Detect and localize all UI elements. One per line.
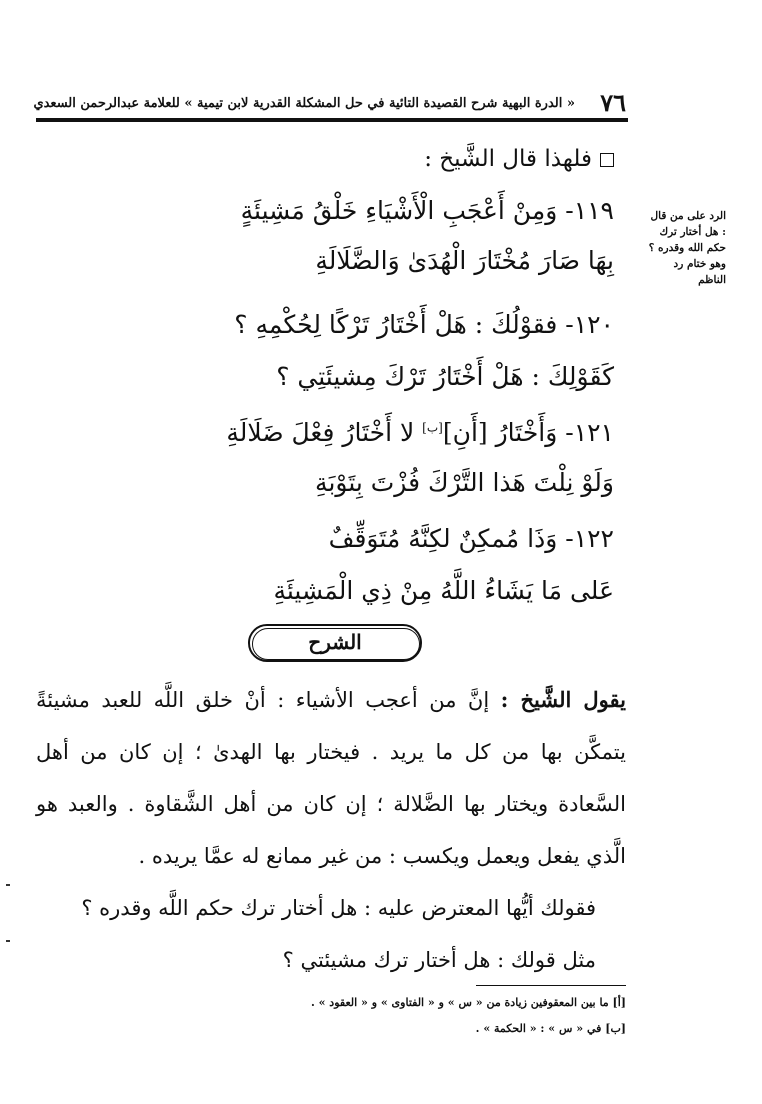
page-number: ٧٦ (600, 88, 626, 117)
verse-121-second: وَلَوْ نِلْتَ هَذا التَّرْكَ فُزْتَ بِتَوْبَةِ (315, 468, 614, 497)
square-bullet-icon (600, 153, 614, 167)
verse-120-first: ١٢٠- فقوْلُكَ : هَلْ أَخْتَارُ تَرْكًا لِحُكْمِهِ ؟ (234, 310, 614, 339)
commentary (36, 674, 626, 986)
running-header: « الدرة البهية شرح القصيدة التائية في حل المشكلة القدرية لابن تيمية » للعلامة عبدالرحمن السعدي (33, 96, 575, 111)
footnote-mark: [ب] (605, 1022, 626, 1035)
verse-119-first: ١١٩- وَمِنْ أَعْجَبِ الْأَشْيَاءِ خَلْقُ مَشِيئَةٍ (240, 196, 614, 225)
verse-121-first (226, 418, 614, 447)
margin-note-line: الناظم (698, 274, 726, 286)
margin-note-line: حكم الله وقدره ؟ (648, 242, 726, 254)
header-rule (36, 118, 628, 122)
footnote-b (200, 1016, 626, 1042)
verse-120-second: كَقَوْلِكَ : هَلْ أَخْتَارُ تَرْكَ مِشيئَتِي ؟ (276, 362, 614, 391)
section-title: الشرح (308, 630, 362, 654)
footnotes (200, 990, 626, 1042)
verse-121-part1: ١٢١- وَأَخْتَارُ [أَنِ] (442, 418, 614, 447)
page-edge-mark (6, 940, 10, 942)
footnote-text: ما بين المعقوفين زيادة من « س » و « الفتاوى » و « العقود » . (310, 996, 613, 1009)
verse-122-second: عَلى مَا يَشَاءُ اللَّهُ مِنْ ذِي الْمَشِيئَةِ (273, 576, 614, 605)
commentary-text-1: إنَّ من أعجب الأشياء : أنْ خلق اللَّه للعبد مشيئةً يتمكَّن بها من كل ما يريد . فيختار بها الهدىٰ ؛ إن كان من أهل السَّعادة ويختار بها الضَّلالة ؛ إن كان من أهل الشَّقاوة . والعبد هو الَّذي يفعل ويعمل ويكسب : من غير ممانع له عمَّا يريده . (36, 688, 626, 868)
commentary-lead: يقول الشَّيخ : (500, 687, 627, 712)
footnote-a (200, 990, 626, 1016)
verse-122-first: ١٢٢- وَذَا مُمكِنٌ لكِنَّهُ مُتَوَقِّفٌ (328, 524, 614, 553)
footnote-text: في « س » : « الحكمة » . (475, 1022, 606, 1035)
verse-121-part2: لا أَخْتَارُ فِعْلَ ضَلَالَةِ (226, 418, 423, 447)
commentary-paragraph-1 (36, 674, 626, 882)
footnote-rule (476, 985, 626, 986)
verse-119-second: بِهَا صَارَ مُخْتَارَ الْهُدَىٰ وَالضَّلَالَةِ (315, 246, 614, 275)
commentary-paragraph-3: مثل قولك : هل أختار ترك مشيئتي ؟ (282, 948, 596, 972)
margin-note-line: الرد على من قال (650, 210, 726, 222)
margin-note-line: : هل أختار ترك (659, 226, 726, 238)
margin-note (632, 208, 726, 288)
footnote-mark: [أ] (612, 996, 626, 1009)
commentary-paragraph-2: فقولك أيُّها المعترض عليه : هل أختار ترك حكم اللَّه وقدره ؟ (81, 896, 596, 920)
page-edge-mark (6, 884, 10, 886)
poem-intro-text: فلهذا قال الشَّيخ : (424, 146, 592, 172)
margin-note-line: وهو ختام رد (673, 258, 726, 270)
poem-intro (424, 146, 614, 172)
footnote-ref-b: [ب] (422, 420, 443, 435)
